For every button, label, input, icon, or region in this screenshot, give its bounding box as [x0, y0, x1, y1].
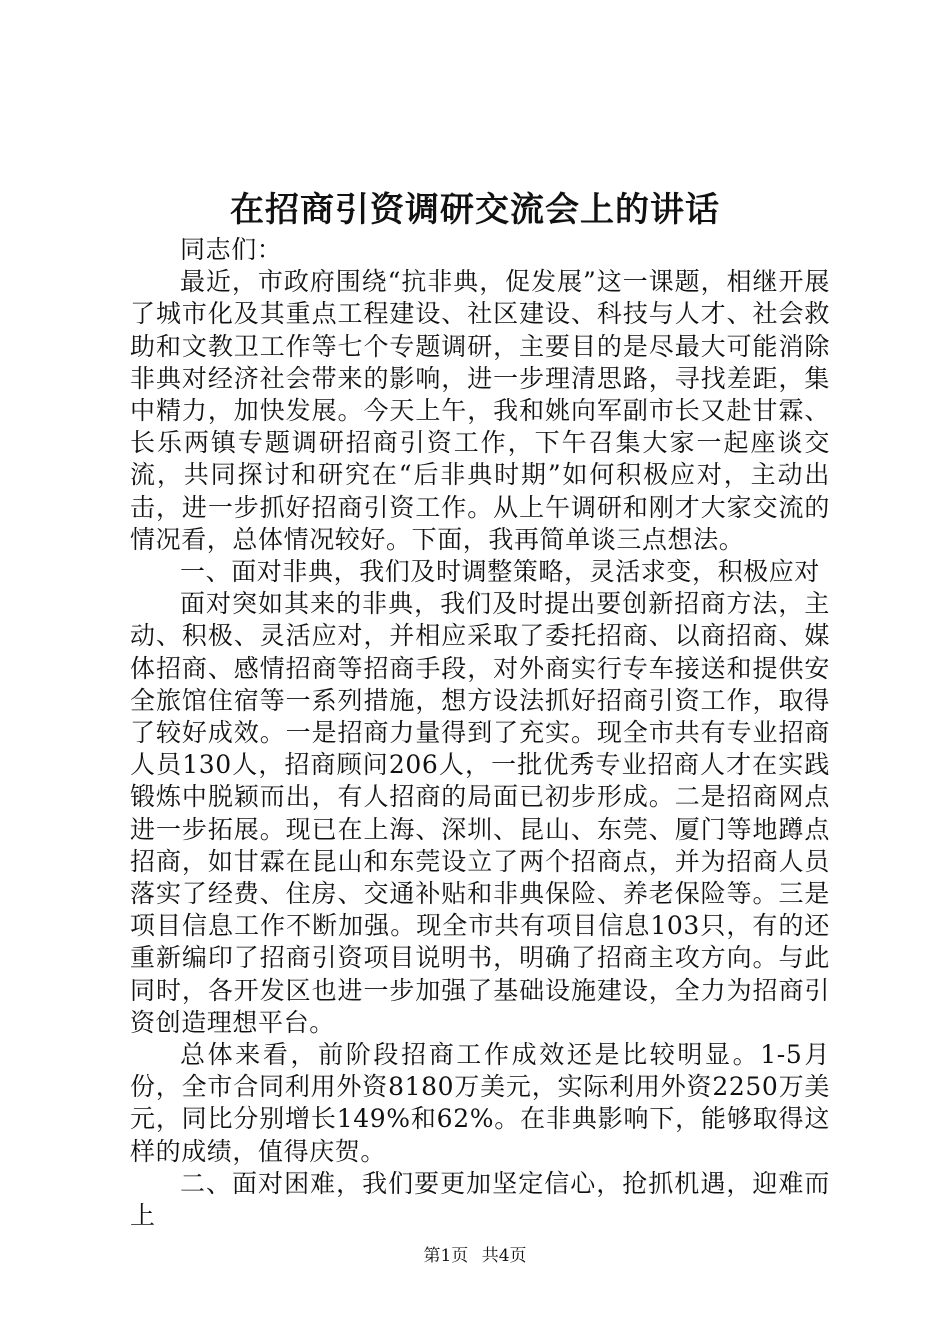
page-number: 第1页 — [423, 1246, 469, 1266]
page-footer — [0, 1244, 950, 1268]
page-total: 共4页 — [481, 1246, 527, 1266]
document-body — [130, 234, 830, 1232]
section-heading-2: 二、面对困难，我们要更加坚定信心，抢抓机遇，迎难而上 — [130, 1168, 830, 1231]
paragraph-summary: 总体来看，前阶段招商工作成效还是比较明显。1-5月份，全市合同利用外资8180万美元，实际利用外资2250万美元，同比分别增长149%和62%。在非典影响下，能够取得这样的成绩，值得庆贺。 — [130, 1040, 830, 1166]
paragraph-intro: 最近，市政府围绕“抗非典，促发展”这一课题，相继开展了城市化及其重点工程建设、社区建设、科技与人才、社会救助和文教卫工作等七个专题调研，主要目的是尽最大可能消除非典对经济社会带来的影响，进一步理清思路，寻找差距，集中精力，加快发展。今天上午，我和姚向军副市长又赴甘霖、长乐两镇专题调研招商引资工作，下午召集大家一起座谈交流，共同探讨和研究在“后非典时期”如何积极应对，主动出击，进一步抓好招商引资工作。从上午调研和刚才大家交流的情况看，总体情况较好。下面，我再简单谈三点想法。 — [130, 267, 830, 554]
section-heading-1: 一、面对非典，我们及时调整策略，灵活求变，积极应对 — [180, 557, 821, 587]
document-title: 在招商引资调研交流会上的讲话 — [230, 190, 720, 230]
paragraph-section-1: 面对突如其来的非典，我们及时提出要创新招商方法，主动、积极、灵活应对，并相应采取了委托招商、以商招商、媒体招商、感情招商等招商手段，对外商实行专车接送和提供安全旅馆住宿等一系列措施，想方设法抓好招商引资工作，取得了较好成效。一是招商力量得到了充实。现全市共有专业招商人员130人，招商顾问206人，一批优秀专业招商人才在实践锻炼中脱颖而出，有人招商的局面已初步形成。二是招商网点进一步拓展。现已在上海、深圳、昆山、东莞、厦门等地蹲点招商，如甘霖在昆山和东莞设立了两个招商点，并为招商人员落实了经费、住房、交通补贴和非典保险、养老保险等。三是项目信息工作不断加强。现全市共有项目信息103只，有的还重新编印了招商引资项目说明书，明确了招商主攻方向。与此同时，各开发区也进一步加强了基础设施建设，全力为招商引资创造理想平台。 — [130, 589, 830, 1037]
salutation: 同志们： — [180, 235, 283, 264]
